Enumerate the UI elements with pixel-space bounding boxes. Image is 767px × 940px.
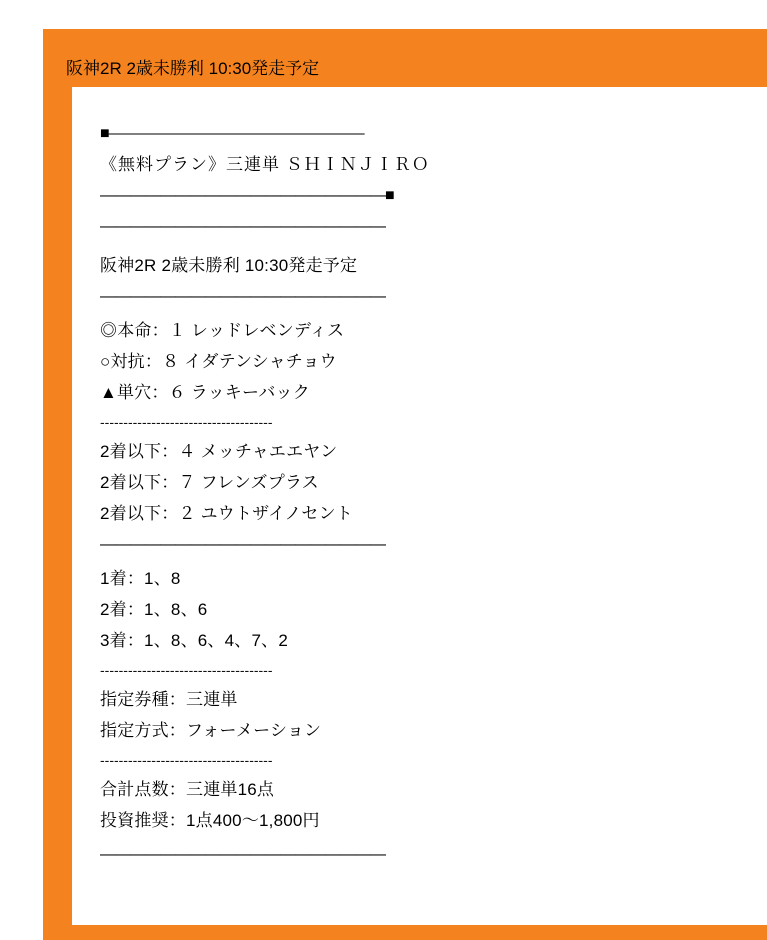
spacer bbox=[100, 242, 620, 250]
rule-after-others: ——————————————————— bbox=[100, 536, 385, 553]
other-pick-1: 2着以下：４ メッチャエエヤン bbox=[100, 442, 338, 461]
divider-dashes-1: ------------------------------------- bbox=[100, 414, 273, 430]
formation-third: 3着：1、8、6、4、7、2 bbox=[100, 631, 288, 650]
formation-second: 2着：1、8、6 bbox=[100, 600, 208, 619]
page-title: 阪神2R 2歳未勝利 10:30発走予定 bbox=[66, 59, 320, 78]
divider-dashes-2: ------------------------------------- bbox=[100, 662, 273, 678]
pick-taiko: ○対抗：８ イダテンシャチョウ bbox=[100, 352, 337, 371]
rule-second: ——————————————————— bbox=[100, 218, 385, 235]
ticket-method: 指定方式：フォーメーション bbox=[100, 721, 322, 740]
rule-bottom: ——————————————————— bbox=[100, 846, 385, 863]
rule-under-title: ———————————————————■ bbox=[100, 187, 394, 204]
investment-recommendation: 投資推奨：1点400〜1,800円 bbox=[100, 811, 320, 830]
rule-after-race: ——————————————————— bbox=[100, 288, 385, 305]
rule-top: ■————————————————— bbox=[100, 125, 364, 142]
formation-first: 1着：1、8 bbox=[100, 569, 181, 588]
ticket-type: 指定券種：三連単 bbox=[100, 690, 238, 709]
divider-dashes-3: ------------------------------------- bbox=[100, 752, 273, 768]
total-points: 合計点数：三連単16点 bbox=[100, 780, 275, 799]
other-pick-2: 2着以下：７ フレンズプラス bbox=[100, 473, 319, 492]
prediction-body bbox=[100, 118, 620, 870]
plan-title: 《無料プラン》三連単 ＳＨＩＮＪＩＲＯ bbox=[100, 155, 430, 174]
pick-honmei: ◎本命：１ レッドレベンディス bbox=[100, 321, 345, 340]
other-pick-3: 2着以下：２ ユウトザイノセント bbox=[100, 504, 353, 523]
race-title: 阪神2R 2歳未勝利 10:30発走予定 bbox=[100, 256, 358, 275]
pick-tanana: ▲単穴：６ ラッキーバック bbox=[100, 383, 310, 402]
